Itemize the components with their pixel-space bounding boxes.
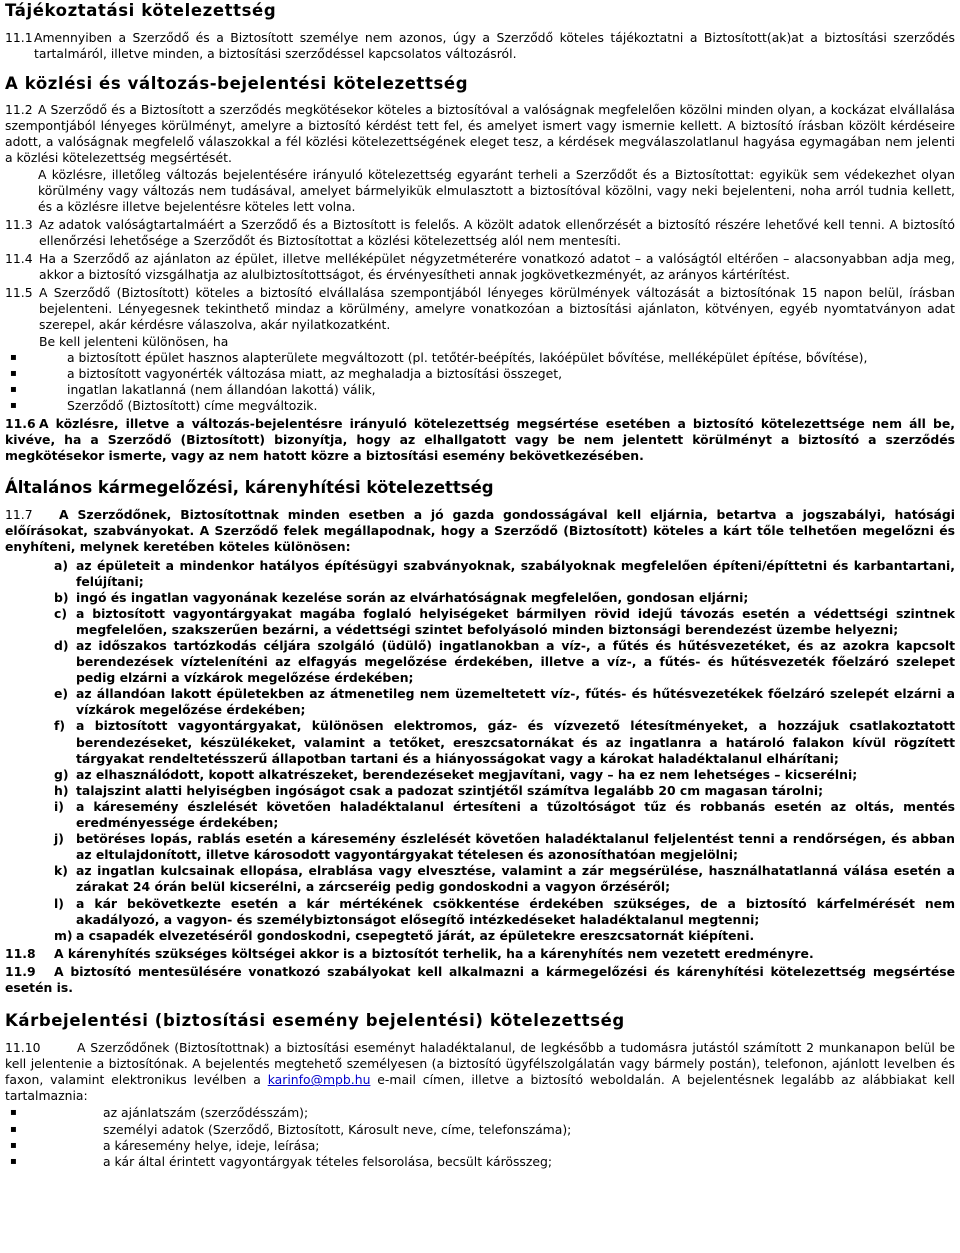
bullet-list: [5, 1105, 955, 1169]
list-text: ingó és ingatlan vagyonának kezelése során az elvárhatóságnak megfelelően, gondosan eljárni;: [76, 589, 749, 605]
list-item: ▪ ingatlan lakatlanná (nem állandóan lakottá) válik,: [5, 382, 955, 398]
list-item: [54, 863, 955, 895]
paragraph-text: A Szerződőnek (Biztosítottnak) a biztosítási eseményt haladéktalanul, de legkésőbb a tudomásra jutástól számított 2 munkanapon belül be kell jelentenie a biztosítónak. A bejelentés megtehető személyesen (a biztosító ügyfélszolgálatán vagy bármely postán), telefonon, ajánlott levelben és faxon, valamint elektronikus levélben a: [5, 1040, 955, 1088]
paragraph-number: 11.2: [5, 102, 33, 118]
list-text: az állandóan lakott épületekben az átmenetileg nem üzemeltetett víz-, fűtés- és hűtésvezetékek főelzáró szelepét elzárni a vízkárok megelőzése érdekében;: [76, 686, 955, 718]
paragraph-body: A biztosító mentesülésére vonatkozó szabályokat kell alkalmazni a kármegelőzési és kárenyhítési kötelezettség megsértése esetén is.: [5, 963, 955, 995]
paragraph-body: Ha a Szerződő az ajánlaton az épület, illetve melléképület négyzetméterére vonatkozó adatot – a valóságtól eltérően – alacsonyabban adja meg, akkor a biztosító vizsgálhatja az alulbiztosítottságot, és érvényesítheti annak jogkövetkezményét, az arányos kártérítést.: [39, 251, 955, 283]
paragraph-text: A Szerződő (Biztosított) köteles a biztosító elvállalása szempontjából lényeges körülmények változását a biztosítónak 15 napon belül, írásban bejelenteni. Lényegesnek tekinthető mindaz a körülmény, amelyre vonatkozóan a biztosítási ajánlaton, kötvényen, egyéb nyomtatványon adat szerepel, akár kérdésre válaszolva, akár nyilatkozatként.: [39, 285, 955, 333]
list-item: [54, 718, 955, 766]
paragraph-number: 11.6: [5, 415, 36, 431]
list-marker: c): [54, 605, 68, 621]
list-item: [54, 896, 955, 928]
paragraph-body: A közlésre, illetve a változás-bejelentésre irányuló kötelezettség megsértése esetében a biztosító kötelezettsége nem áll be, kivéve, ha a Szerződő (Biztosított) bizonyítja, hogy az elhallgatott vagy be nem jelentett körülményt a biztosító a szerződés megkötésekor ismerte, vagy az nem hatott közre a biztosítási esemény bekövetkezésében.: [5, 415, 955, 464]
list-text: az épületeit a mindenkor hatályos építésügyi szabványoknak, szabályoknak megfelelően építeni/építtetni és karbantartani, felújítani;: [76, 557, 955, 589]
list-marker: d): [54, 638, 69, 653]
list-text: a biztosított vagyontárgyakat, különösen elektromos, gáz- és vízvezető létesítményeket, a hozzájuk csatlakoztatott berendezéseket, készülékeket, valamint a tetőket, ereszcsatornákat és az ingatlanra a határoló falakon kívül rögzített tárgyakat rendeltetésszerű állapotban tartani és a hiányosságokat vagy a károkat haladéktalanul elhárítani;: [76, 718, 955, 766]
paragraph-11-5: [5, 285, 955, 414]
paragraph-body: [5, 1040, 955, 1104]
list-item: ▪ a kár által érintett vagyontárgyak tételes felsorolása, becsült kárösszeg;: [5, 1154, 955, 1170]
paragraph-11-8: [5, 946, 955, 962]
paragraph-11-3: [5, 217, 955, 249]
paragraph-11-2-continued: [5, 167, 955, 215]
list-item: [54, 638, 955, 686]
list-item: [54, 831, 955, 863]
paragraph-body: Amennyiben a Szerződő és a Biztosított személye nem azonos, úgy a Szerződő köteles tájékoztatni a Biztosított(ak)at a biztosítási szerződés tartalmáról, illetve minden, a biztosítási szerződéssel kapcsolatos változásról.: [34, 30, 955, 62]
list-text: a biztosított vagyontárgyakat magába foglaló helyiségeket bármilyen rövid idejű távozás esetén a védettségi szintnek megfelelően, szakszerűen bezárni, a védettségi szintet befolyásoló minden biztonsági berendezést üzembe helyezni;: [76, 605, 955, 637]
paragraph-body: A közlésre, illetőleg változás bejelentésére irányuló kötelezettség egyaránt terheli a Szerződőt és a Biztosítottat: egyikük sem védekezhet olyan körülmény vagy változás nem tudásával, amelyet bármelyikük elmulasztott a biztosítóval közölni, vagy neki bejelenteni, noha arról tudnia kellett, és a közlésre illetve bejelentésre köteles lett volna.: [38, 166, 955, 214]
list-item: [54, 928, 955, 944]
paragraph-body: A Szerződőnek, Biztosítottnak minden esetben a jó gazda gondosságával kell eljárnia, betartva a jogszabályi, hatósági előírásokat, szabványokat. A Szerződő felek megállapodnak, hogy a Szerződő (Biztosított) köteles a kárt tőle telhetően megelőzni és enyhíteni, melynek keretében köteles különösen:: [5, 507, 955, 555]
list-item: [54, 799, 955, 831]
paragraph-11-2: [5, 102, 955, 166]
list-item: ▪ személyi adatok (Szerződő, Biztosított, Károsult neve, címe, telefonszáma);: [5, 1122, 955, 1138]
bullet-list: [5, 350, 955, 414]
list-item: [54, 558, 955, 590]
paragraph-11-9: [5, 964, 955, 996]
paragraph-number: 11.3: [5, 216, 33, 232]
list-text: talajszint alatti helyiségben ingóságot csak a padozat szintjétől számítva legalább 20 cm magasan tárolni;: [76, 782, 824, 798]
list-item: [54, 767, 955, 783]
list-marker: g): [54, 766, 69, 782]
paragraph-text: e-mail címen, illetve a biztosító weboldalán. A bejelentésnek legalább az alábbiakat kell tartalmaznia:: [5, 1072, 955, 1104]
list-text: az elhasználódott, kopott alkatrészeket, berendezéseket megjavítani, vagy – ha ez nem lehetséges – kicserélni;: [76, 766, 858, 782]
paragraph-body: [5, 102, 955, 166]
paragraph-lead: Be kell jelenteni különösen, ha: [39, 333, 229, 349]
paragraph-body: Az adatok valóságtartalmáért a Szerződő és a Biztosított is felelős. A közölt adatok ellenőrzését a biztosító részére lehetővé kell tenni. A biztosító ellenőrzési lehetősége a Szerződőt és Biztosítottat a közlési kötelezettség alól nem mentesíti.: [39, 216, 955, 248]
list-text: a csapadék elvezetéséről gondoskodni, csepegtető járát, az épületekre ereszcsatornát kiépíteni.: [76, 927, 755, 943]
paragraph-number: 11.10: [5, 1040, 41, 1056]
list-marker: m): [54, 927, 73, 943]
list-marker: e): [54, 686, 69, 702]
list-marker: b): [54, 589, 69, 605]
list-item: [54, 686, 955, 718]
list-item: [54, 783, 955, 799]
list-item: ▪ a biztosított épület hasznos alapterülete megváltozott (pl. tetőtér-beépítés, lakóépület bővítése, melléképület építése, bővítése),: [5, 350, 955, 366]
list-item: [54, 606, 955, 638]
list-marker: h): [54, 782, 69, 798]
section-heading-kozlesi: A közlési és változás-bejelentési kötelezettség: [5, 74, 469, 94]
list-text: betöréses lopás, rablás esetén a káresemény észlelését követően haladéktalanul feljelentést tenni a rendőrségen, és abban az eltulajdonított, illetve károsodott vagyontárgyakat tételesen és azonosíthatóan megjelölni;: [76, 831, 955, 863]
list-item: ▪ Szerződő (Biztosított) címe megváltozik.: [5, 398, 955, 414]
paragraph-11-7: [5, 507, 955, 555]
list-marker: l): [54, 895, 64, 911]
list-marker: j): [54, 831, 64, 847]
list-marker: i): [54, 798, 64, 814]
paragraph-number: 11.1: [5, 30, 33, 45]
paragraph-number: 11.4: [5, 251, 33, 267]
section-heading-karbejelentesi: Kárbejelentési (biztosítási esemény bejelentési) kötelezettség: [5, 1011, 625, 1031]
list-text: az ingatlan kulcsainak ellopása, elrablása vagy elvesztése, valamint a zár megsérülése, használhatatlanná válása esetén a zárakat 24 órán belül kicserélni, a zárcseréig pedig gondoskodni a vagyon őrzéséről;: [76, 863, 955, 895]
list-text: a kár bekövetkezte esetén a kár mértékének csökkentése érdekében szükséges, de a biztosító kárfelmérését nem akadályozó, a vagyon- és személybiztonságot elősegítő intézkedéseket haladéktalanul megtenni;: [76, 895, 955, 927]
list-item: [54, 590, 955, 606]
paragraph-11-1: [5, 30, 955, 62]
paragraph-number: 11.8: [5, 945, 36, 961]
section-heading-tajekoztatasi: Tájékoztatási kötelezettség: [5, 1, 277, 20]
list-text: a káresemény észlelését követően haladéktalanul értesíteni a tűzoltóságot tűz és robbanás esetén az oltás, mentés eredményessége érdekében;: [76, 798, 955, 831]
list-item: ▪ a káresemény helye, ideje, leírása;: [5, 1138, 955, 1154]
list-marker: a): [54, 557, 69, 573]
list-item: ▪ a biztosított vagyonérték változása miatt, az meghaladja a biztosítási összeget,: [5, 366, 955, 382]
paragraph-number: 11.7: [5, 507, 33, 523]
list-item: ▪ az ajánlatszám (szerződésszám);: [5, 1105, 955, 1121]
email-link[interactable]: karinfo@mpb.hu: [267, 1072, 371, 1088]
obligation-list: [5, 558, 955, 944]
list-marker: k): [54, 863, 68, 879]
paragraph-number: 11.5: [5, 285, 33, 301]
paragraph-number: 11.9: [5, 963, 36, 979]
paragraph-11-6: [5, 416, 955, 464]
list-marker: f): [54, 718, 66, 734]
paragraph-body: A kárenyhítés szükséges költségei akkor is a biztosítót terhelik, ha a kárenyhítés nem vezetett eredményre.: [54, 945, 814, 961]
paragraph-11-10: [5, 1040, 955, 1104]
list-text: az időszakos tartózkodás céljára szolgáló (üdülő) ingatlanokban a víz-, a fűtés és hűtésvezetéket, és az azokra kapcsolt berendezések vízteleníténi az elfagyás megelőzése érdekében, illetve a víz-, a fűtés- és hűtésvezeték főelzáró szelepet pedig elzárni a vízkárok megelőzése érdekében;: [76, 638, 955, 686]
paragraph-body: [39, 285, 955, 414]
paragraph-11-4: [5, 251, 955, 283]
paragraph-text: A Szerződő és a Biztosított a szerződés megkötésekor köteles a biztosítóval a valóságnak megfelelően közölni minden olyan, a kockázat elvállalása szempontjából lényeges körülményt, amelyre a biztosító kérdést tett fel, és amelyet ismert vagy ismernie kellett. A biztosító írásban közölt kérdéseire adott, a valóságnak megfelelő válaszokkal a fél közlési kötelezettségének eleget tesz, a kérdések megválaszolatlanul hagyása egymagában nem jelenti a közlési kötelezettség megsértését.: [5, 102, 955, 166]
document-page: [0, 1, 960, 1170]
section-heading-karmegelozesi: Általános kármegelőzési, kárenyhítési kötelezettség: [5, 478, 494, 498]
